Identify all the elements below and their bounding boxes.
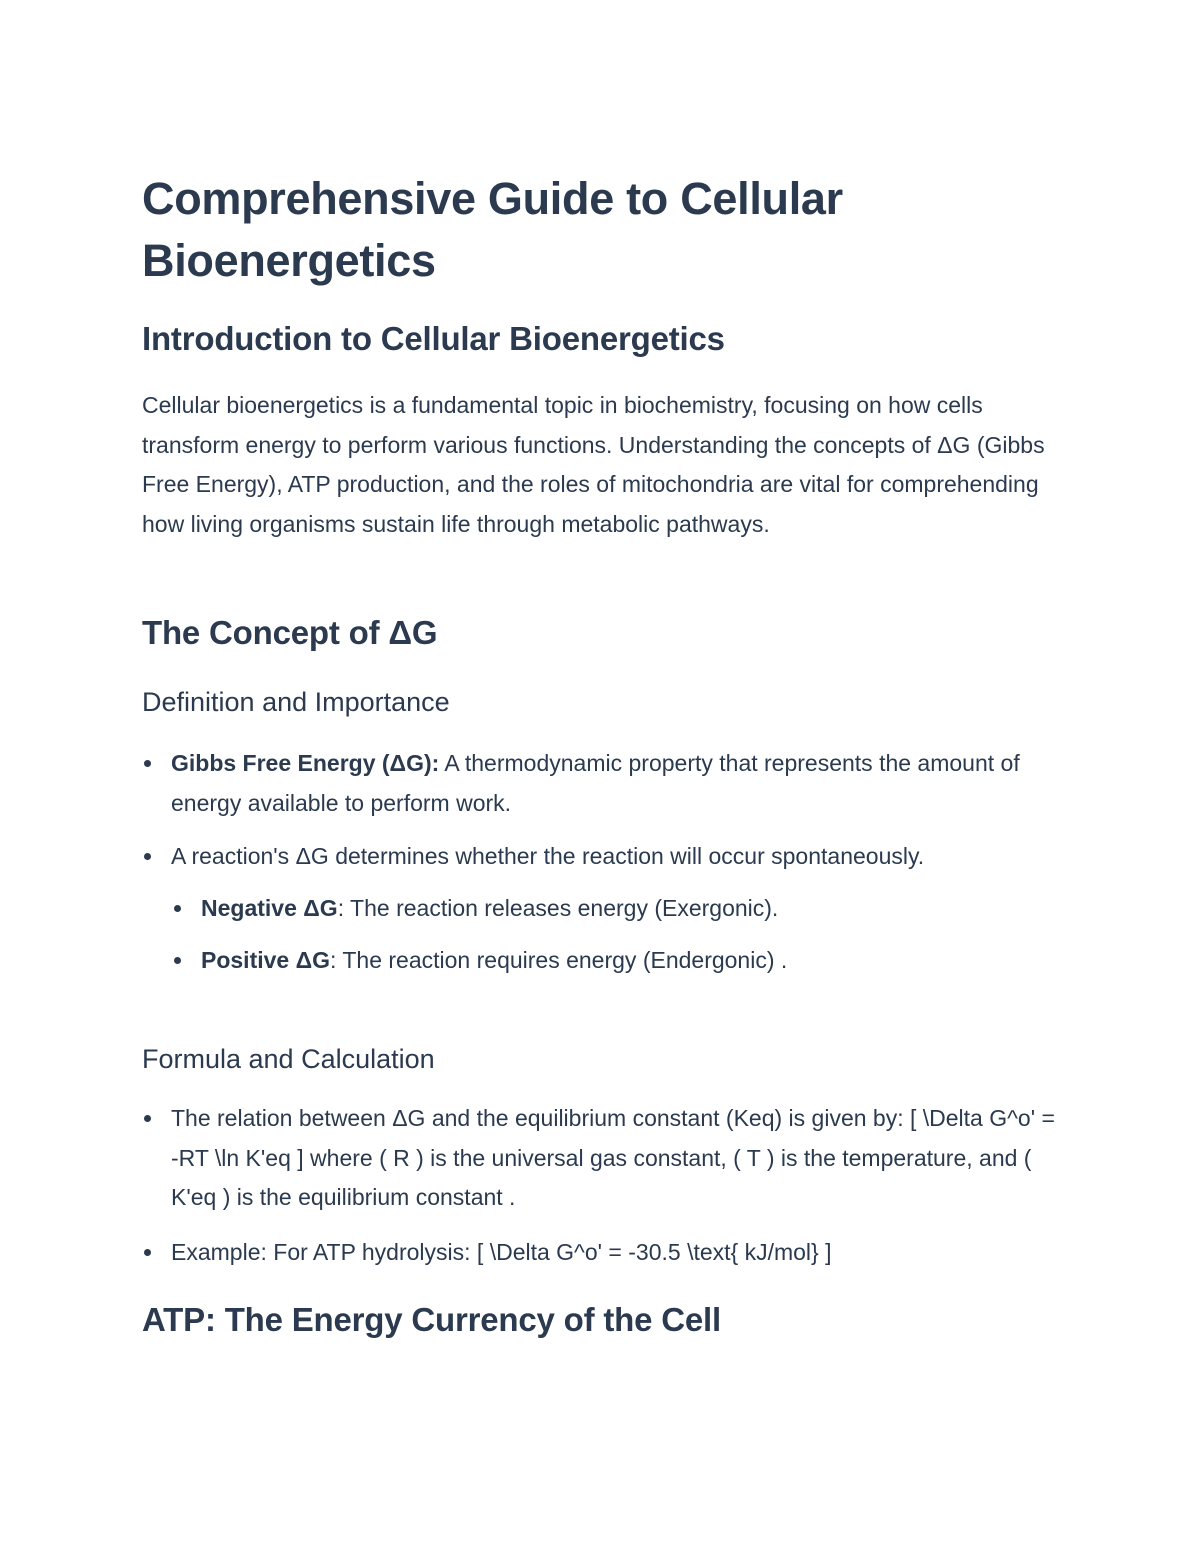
definition-heading: Definition and Importance — [142, 687, 450, 717]
item-text: Example: For ATP hydrolysis: [ \Delta G^o' = -30.5 \text{ kJ/mol} ] — [171, 1238, 832, 1265]
sub-list-item — [142, 941, 1057, 981]
delta-g-heading: The Concept of ΔG — [142, 614, 438, 651]
list-item — [142, 1099, 1057, 1218]
definition-list — [142, 744, 1057, 981]
formula-list — [142, 1099, 1057, 1272]
intro-heading: Introduction to Cellular Bioenergetics — [142, 320, 725, 357]
atp-heading: ATP: The Energy Currency of the Cell — [142, 1301, 721, 1338]
sub-list-item — [142, 889, 1057, 929]
item-text: : The reaction releases energy (Exergonic). — [337, 894, 779, 921]
bullet-icon — [144, 1115, 151, 1122]
item-text: : The reaction requires energy (Endergonic) . — [330, 947, 788, 974]
list-item — [142, 837, 1057, 877]
list-item — [142, 1233, 1057, 1273]
item-text: A reaction's ΔG determines whether the reaction will occur spontaneously. — [171, 843, 925, 870]
document-title: Comprehensive Guide to Cellular Bioenergetics — [142, 173, 843, 286]
item-text: The relation between ΔG and the equilibrium constant (Keq) is given by: [ \Delta G^o' = -RT \ln K'eq ] where ( R ) is the universal gas constant, ( T ) is the temperature, and ( K'eq ) is the equilibrium constant . — [171, 1105, 1055, 1211]
bullet-icon — [144, 853, 151, 860]
term-positive: Positive ΔG — [201, 947, 331, 974]
intro-paragraph: Cellular bioenergetics is a fundamental topic in biochemistry, focusing on how cells transform energy to perform various functions. Understanding the concepts of ΔG (Gibbs Free Energy), ATP production, and the roles of mitochondria are vital for comprehending how living organisms sustain life through metabolic pathways. — [142, 392, 1045, 537]
item-text: A thermodynamic property that represents the amount of energy available to perform work. — [171, 750, 1020, 816]
bullet-icon — [174, 957, 181, 964]
list-item — [142, 744, 1057, 823]
bullet-icon — [144, 760, 151, 767]
bullet-icon — [144, 1249, 151, 1256]
bullet-icon — [174, 905, 181, 912]
formula-heading: Formula and Calculation — [142, 1044, 435, 1074]
term-negative: Negative ΔG — [201, 894, 338, 921]
term-gibbs: Gibbs Free Energy (ΔG): — [171, 750, 440, 776]
